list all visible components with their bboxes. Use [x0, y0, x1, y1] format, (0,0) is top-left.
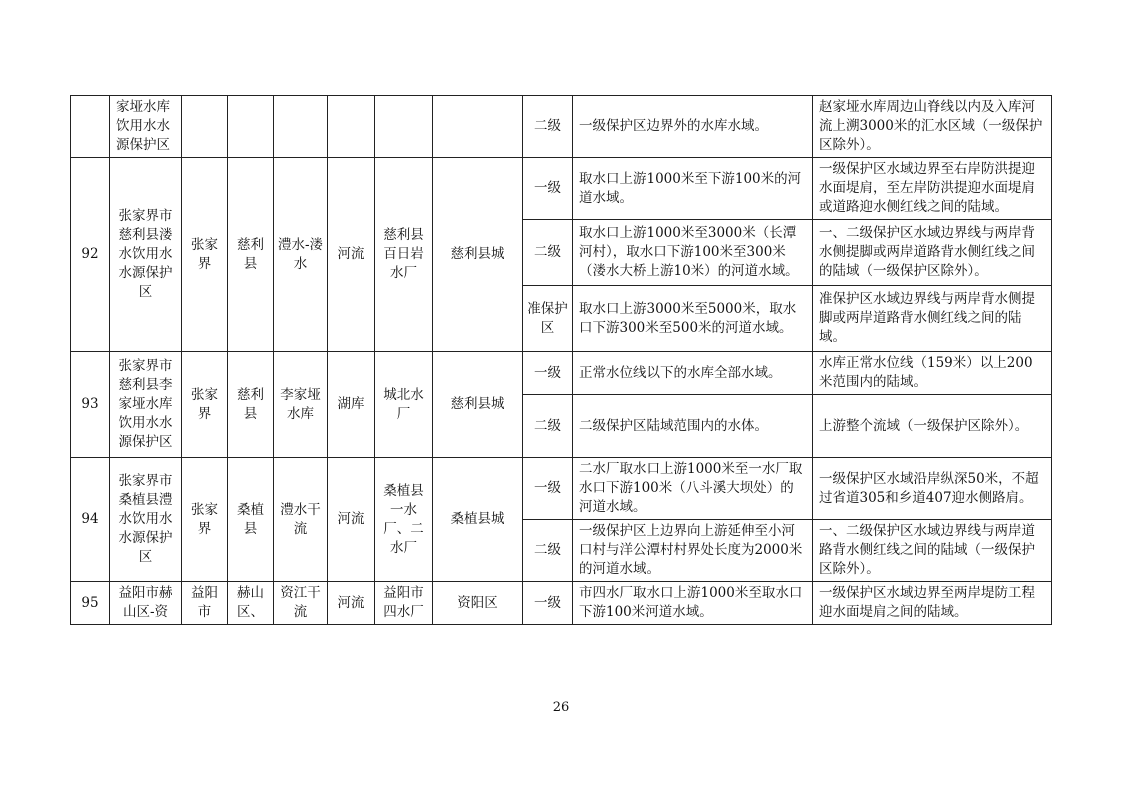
cell-name: 益阳市赫山区-资: [110, 582, 182, 625]
cell-plant: 城北水厂: [375, 352, 433, 458]
cell-river: 资江干流: [274, 582, 328, 625]
cell-area: 资阳区: [433, 582, 523, 625]
cell-land: 一级保护区水域边界至两岸堤防工程迎水面堤肩之间的陆域。: [813, 582, 1052, 625]
cell-county: [228, 96, 274, 158]
cell-water: 取水口上游1000米至下游100米的河道水域。: [573, 158, 813, 220]
cell-no: 93: [71, 352, 110, 458]
cell-water: 二水厂取水口上游1000米至一水厂取水口下游100米（八斗溪大坝处）的河道水域。: [573, 458, 813, 520]
cell-type: 河流: [328, 458, 375, 582]
cell-plant: 慈利县百日岩水厂: [375, 158, 433, 352]
cell-water: 二级保护区陆域范围内的水体。: [573, 395, 813, 458]
cell-river: [274, 96, 328, 158]
cell-name: 张家界市桑植县澧水饮用水水源保护区: [110, 458, 182, 582]
cell-county: 慈利县: [228, 352, 274, 458]
cell-city: 益阳市: [182, 582, 228, 625]
cell-water: 市四水厂取水口上游1000米至取水口下游100米河道水域。: [573, 582, 813, 625]
cell-water: 一级保护区边界外的水库水域。: [573, 96, 813, 158]
cell-no: 95: [71, 582, 110, 625]
cell-land: 上游整个流域（一级保护区除外）。: [813, 395, 1052, 458]
table-row: [71, 352, 1052, 395]
cell-level: 一级: [523, 158, 573, 220]
cell-land: 赵家垭水库周边山脊线以内及入库河流上溯3000米的汇水区域（一级保护区除外）。: [813, 96, 1052, 158]
cell-city: 张家界: [182, 352, 228, 458]
cell-river: 澧水干流: [274, 458, 328, 582]
cell-level: 一级: [523, 458, 573, 520]
cell-water: 一级保护区上边界向上游延伸至小河口村与洋公潭村村界处长度为2000米的河道水域。: [573, 520, 813, 582]
cell-river: 澧水-溇水: [274, 158, 328, 352]
table-row: [71, 582, 1052, 625]
cell-land: 一级保护区水域沿岸纵深50米，不超过省道305和乡道407迎水侧路肩。: [813, 458, 1052, 520]
cell-city: 张家界: [182, 158, 228, 352]
cell-level: 一级: [523, 352, 573, 395]
cell-level: 二级: [523, 220, 573, 286]
cell-water: 取水口上游3000米至5000米，取水口下游300米至500米的河道水域。: [573, 286, 813, 352]
cell-area: [433, 96, 523, 158]
cell-land: 一、二级保护区水域边界线与两岸背水侧提脚或两岸道路背水侧红线之间的陆域（一级保护区除外）。: [813, 220, 1052, 286]
cell-land: 准保护区水域边界线与两岸背水侧提脚或两岸道路背水侧红线之间的陆域。: [813, 286, 1052, 352]
cell-area: 慈利县城: [433, 158, 523, 352]
cell-type: 河流: [328, 582, 375, 625]
cell-area: 桑植县城: [433, 458, 523, 582]
cell-level: 二级: [523, 395, 573, 458]
cell-city: [182, 96, 228, 158]
cell-type: 河流: [328, 158, 375, 352]
table-row: [71, 458, 1052, 520]
cell-level: 准保护区: [523, 286, 573, 352]
cell-land: 一、二级保护区水域边界线与两岸道路背水侧红线之间的陆域（一级保护区除外）。: [813, 520, 1052, 582]
cell-type: 湖库: [328, 352, 375, 458]
table-row: [71, 158, 1052, 220]
cell-level: 二级: [523, 520, 573, 582]
protection-zone-table: [70, 95, 1052, 625]
cell-county: 慈利县: [228, 158, 274, 352]
cell-land: 一级保护区水域边界至右岸防洪提迎水面堤肩，至左岸防洪提迎水面堤肩或道路迎水侧红线之间的陆域。: [813, 158, 1052, 220]
cell-plant: 桑植县一水厂、二水厂: [375, 458, 433, 582]
cell-name: 张家界市慈利县溇水饮用水水源保护区: [110, 158, 182, 352]
cell-river: 李家垭水库: [274, 352, 328, 458]
cell-name: 家垭水库饮用水水源保护区: [110, 96, 182, 158]
cell-county: 赫山区、: [228, 582, 274, 625]
cell-no: 92: [71, 158, 110, 352]
page-number: 26: [552, 700, 570, 715]
cell-no: [71, 96, 110, 158]
cell-level: 二级: [523, 96, 573, 158]
cell-water: 正常水位线以下的水库全部水域。: [573, 352, 813, 395]
cell-name: 张家界市慈利县李家垭水库饮用水水源保护区: [110, 352, 182, 458]
cell-no: 94: [71, 458, 110, 582]
cell-area: 慈利县城: [433, 352, 523, 458]
cell-type: [328, 96, 375, 158]
cell-land: 水库正常水位线（159米）以上200米范围内的陆域。: [813, 352, 1052, 395]
cell-county: 桑植县: [228, 458, 274, 582]
cell-level: 一级: [523, 582, 573, 625]
cell-plant: [375, 96, 433, 158]
cell-water: 取水口上游1000米至3000米（长潭河村），取水口下游100米至300米（溇水大桥上游10米）的河道水域。: [573, 220, 813, 286]
cell-plant: 益阳市四水厂: [375, 582, 433, 625]
table-row: [71, 96, 1052, 158]
cell-city: 张家界: [182, 458, 228, 582]
